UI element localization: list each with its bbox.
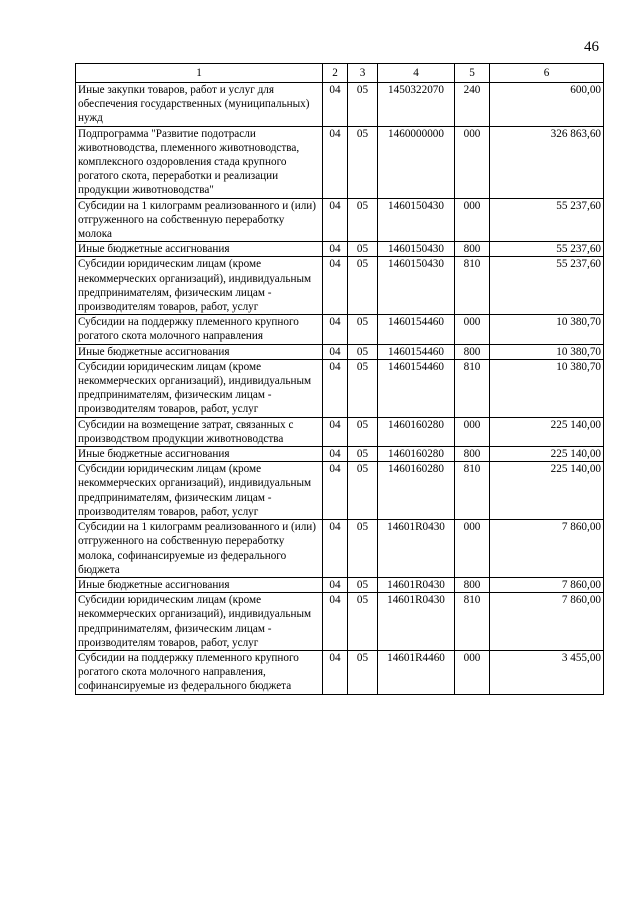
target-article-cell: 14601R0430 [378, 577, 455, 592]
table-row [76, 417, 604, 446]
amount-cell: 225 140,00 [490, 417, 604, 446]
table-row [76, 198, 604, 242]
table-row [76, 462, 604, 520]
target-article-cell: 1450322070 [378, 83, 455, 127]
expense-type-cell: 810 [455, 359, 490, 417]
subsection-code-cell: 05 [348, 315, 378, 344]
amount-cell: 55 237,60 [490, 242, 604, 257]
target-article-cell: 14601R0430 [378, 593, 455, 651]
subsection-code-cell: 05 [348, 417, 378, 446]
amount-cell: 10 380,70 [490, 344, 604, 359]
row-name-cell: Иные бюджетные ассигнования [76, 242, 323, 257]
row-name-cell: Иные закупки товаров, работ и услуг для обеспечения государственных (муниципальных) нужд [76, 83, 323, 127]
amount-cell: 7 860,00 [490, 577, 604, 592]
section-code-cell: 04 [323, 83, 348, 127]
amount-cell: 10 380,70 [490, 359, 604, 417]
section-code-cell: 04 [323, 462, 348, 520]
amount-cell: 7 860,00 [490, 593, 604, 651]
expense-type-cell: 000 [455, 650, 490, 694]
subsection-code-cell: 05 [348, 344, 378, 359]
table-row [76, 359, 604, 417]
subsection-code-cell: 05 [348, 593, 378, 651]
subsection-code-cell: 05 [348, 242, 378, 257]
expense-type-cell: 800 [455, 344, 490, 359]
section-code-cell: 04 [323, 577, 348, 592]
section-code-cell: 04 [323, 650, 348, 694]
subsection-code-cell: 05 [348, 83, 378, 127]
row-name-cell: Субсидии на 1 килограмм реализованного и (или) отгруженного на собственную переработку молока [76, 198, 323, 242]
section-code-cell: 04 [323, 257, 348, 315]
expense-type-cell: 800 [455, 447, 490, 462]
target-article-cell: 1460160280 [378, 462, 455, 520]
target-article-cell: 1460150430 [378, 242, 455, 257]
section-code-cell: 04 [323, 593, 348, 651]
amount-cell: 55 237,60 [490, 198, 604, 242]
section-code-cell: 04 [323, 198, 348, 242]
target-article-cell: 1460154460 [378, 344, 455, 359]
column-header: 3 [348, 64, 378, 83]
column-header: 1 [76, 64, 323, 83]
table-row [76, 83, 604, 127]
table-row [76, 593, 604, 651]
subsection-code-cell: 05 [348, 359, 378, 417]
section-code-cell: 04 [323, 520, 348, 578]
target-article-cell: 14601R0430 [378, 520, 455, 578]
subsection-code-cell: 05 [348, 462, 378, 520]
amount-cell: 10 380,70 [490, 315, 604, 344]
table-row [76, 315, 604, 344]
expense-type-cell: 240 [455, 83, 490, 127]
table-row [76, 577, 604, 592]
expense-type-cell: 810 [455, 462, 490, 520]
section-code-cell: 04 [323, 359, 348, 417]
section-code-cell: 04 [323, 417, 348, 446]
target-article-cell: 14601R4460 [378, 650, 455, 694]
amount-cell: 3 455,00 [490, 650, 604, 694]
amount-cell: 600,00 [490, 83, 604, 127]
subsection-code-cell: 05 [348, 447, 378, 462]
table-row [76, 650, 604, 694]
target-article-cell: 1460000000 [378, 126, 455, 198]
amount-cell: 225 140,00 [490, 447, 604, 462]
expense-type-cell: 800 [455, 242, 490, 257]
table-row [76, 520, 604, 578]
amount-cell: 55 237,60 [490, 257, 604, 315]
expense-type-cell: 000 [455, 520, 490, 578]
expense-type-cell: 000 [455, 126, 490, 198]
table-row [76, 257, 604, 315]
subsection-code-cell: 05 [348, 126, 378, 198]
row-name-cell: Иные бюджетные ассигнования [76, 447, 323, 462]
row-name-cell: Субсидии юридическим лицам (кроме некоммерческих организаций), индивидуальным предпринимателям, физическим лицам - производителям товаров, работ, услуг [76, 593, 323, 651]
amount-cell: 225 140,00 [490, 462, 604, 520]
target-article-cell: 1460150430 [378, 198, 455, 242]
row-name-cell: Субсидии на возмещение затрат, связанных с производством продукции животноводства [76, 417, 323, 446]
column-header: 5 [455, 64, 490, 83]
subsection-code-cell: 05 [348, 198, 378, 242]
subsection-code-cell: 05 [348, 520, 378, 578]
target-article-cell: 1460160280 [378, 417, 455, 446]
row-name-cell: Иные бюджетные ассигнования [76, 577, 323, 592]
expense-type-cell: 800 [455, 577, 490, 592]
row-name-cell: Подпрограмма "Развитие подотрасли животноводства, племенного животноводства, комплексного оздоровления стада крупного рогатого скота, переработки и реализации продукции животноводства" [76, 126, 323, 198]
target-article-cell: 1460160280 [378, 447, 455, 462]
section-code-cell: 04 [323, 344, 348, 359]
section-code-cell: 04 [323, 126, 348, 198]
section-code-cell: 04 [323, 242, 348, 257]
row-name-cell: Субсидии юридическим лицам (кроме некоммерческих организаций), индивидуальным предпринимателям, физическим лицам - производителям товаров, работ, услуг [76, 257, 323, 315]
row-name-cell: Субсидии на поддержку племенного крупного рогатого скота молочного направления [76, 315, 323, 344]
header-row [76, 64, 604, 83]
expense-type-cell: 000 [455, 315, 490, 344]
row-name-cell: Субсидии на поддержку племенного крупного рогатого скота молочного направления, софинансируемые из федерального бюджета [76, 650, 323, 694]
expense-type-cell: 000 [455, 417, 490, 446]
table-row [76, 126, 604, 198]
amount-cell: 7 860,00 [490, 520, 604, 578]
section-code-cell: 04 [323, 447, 348, 462]
column-header: 2 [323, 64, 348, 83]
row-name-cell: Субсидии юридическим лицам (кроме некоммерческих организаций), индивидуальным предпринимателям, физическим лицам - производителям товаров, работ, услуг [76, 359, 323, 417]
expense-type-cell: 000 [455, 198, 490, 242]
target-article-cell: 1460154460 [378, 315, 455, 344]
section-code-cell: 04 [323, 315, 348, 344]
table-row [76, 447, 604, 462]
row-name-cell: Субсидии юридическим лицам (кроме некоммерческих организаций), индивидуальным предпринимателям, физическим лицам - производителям товаров, работ, услуг [76, 462, 323, 520]
target-article-cell: 1460154460 [378, 359, 455, 417]
row-name-cell: Субсидии на 1 килограмм реализованного и (или) отгруженного на собственную переработку молока, софинансируемые из федерального бюджета [76, 520, 323, 578]
table-row [76, 242, 604, 257]
subsection-code-cell: 05 [348, 257, 378, 315]
column-header: 4 [378, 64, 455, 83]
subsection-code-cell: 05 [348, 577, 378, 592]
page-number: 46 [584, 39, 599, 55]
expense-type-cell: 810 [455, 593, 490, 651]
expense-type-cell: 810 [455, 257, 490, 315]
row-name-cell: Иные бюджетные ассигнования [76, 344, 323, 359]
budget-table [75, 63, 604, 695]
amount-cell: 326 863,60 [490, 126, 604, 198]
subsection-code-cell: 05 [348, 650, 378, 694]
column-header: 6 [490, 64, 604, 83]
target-article-cell: 1460150430 [378, 257, 455, 315]
table-row [76, 344, 604, 359]
